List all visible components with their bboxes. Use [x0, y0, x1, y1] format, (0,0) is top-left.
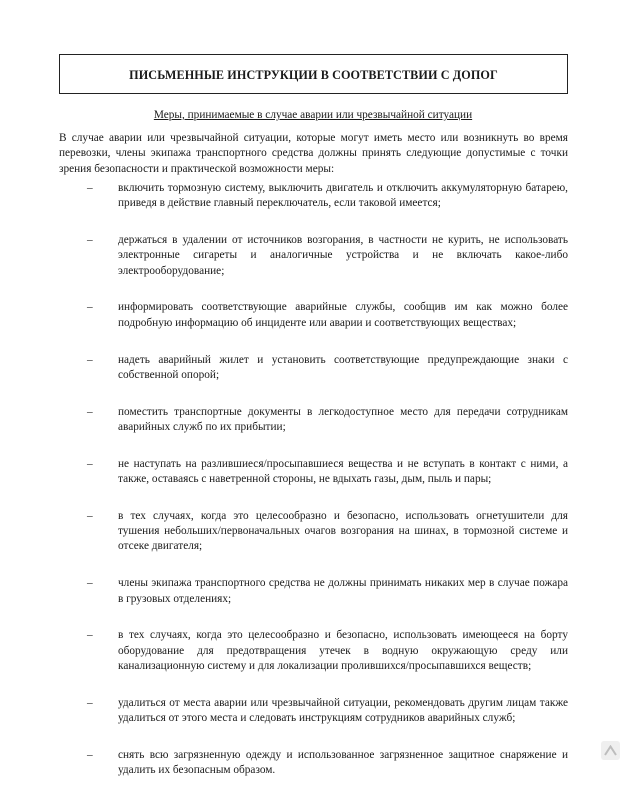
scroll-up-button[interactable] [601, 741, 620, 760]
list-item-text: надеть аварийный жилет и установить соответствующие предупреждающие знаки с собственной опорой; [118, 353, 568, 381]
list-item [0, 628, 626, 674]
list-item-text: не наступать на разлившиеся/просыпавшиеся вещества и не вступать в контакт с ними, а также, оставаясь с наветренной стороны, не вдыхать газы, дым, пыль и пары; [118, 457, 568, 486]
list-item [0, 509, 626, 555]
measures-list [0, 181, 626, 800]
dash-bullet: – [87, 182, 93, 194]
list-item [0, 696, 626, 727]
list-item [0, 300, 626, 331]
list-item [0, 353, 626, 384]
list-item-text: в тех случаях, когда это целесообразно и безопасно, использовать огнетушители для тушения небольших/первоначальных очагов возгорания на шинах, в тормозной системе и отсеке двигателя; [118, 509, 568, 553]
section-subtitle: Меры, принимаемые в случае аварии или чрезвычайной ситуации [153, 109, 473, 121]
dash-bullet: – [87, 509, 93, 522]
list-item [0, 233, 626, 279]
list-item [0, 181, 626, 212]
dash-bullet: – [87, 405, 93, 418]
dash-bullet: – [87, 301, 93, 314]
list-item [0, 405, 626, 436]
list-item [0, 576, 626, 607]
dash-bullet: – [87, 748, 93, 761]
intro-paragraph: В случае аварии или чрезвычайной ситуации, которые могут иметь место или возникнуть во время перевозки, члены экипажа транспортного средства должны принять следующие допустимые с точки зрения безопасности и практической возможности меры: [59, 132, 568, 175]
dash-bullet: – [87, 234, 93, 247]
list-item [0, 457, 626, 488]
title-box [59, 54, 568, 94]
list-item-text: держаться в удалении от источников возгорания, в частности не курить, не использовать электронные сигареты и аналогичные устройства и не включать какое-либо электрооборудование; [118, 234, 568, 277]
list-item-text: члены экипажа транспортного средства не должны принимать никаких мер в случае пожара в грузовых отделениях; [118, 577, 568, 605]
dash-bullet: – [87, 696, 93, 709]
scroll-up-icon [604, 745, 617, 756]
list-item-text: включить тормозную систему, выключить двигатель и отключить аккумуляторную батарею, приведя в действие главный переключатель, если таковой имеется; [118, 182, 568, 210]
list-item-text: в тех случаях, когда это целесообразно и безопасно, использовать имеющееся на борту оборудование для предотвращения утечек в водную окружающую среду или канализационную систему и для локализации пролившихся/просыпавшихся веществ; [118, 629, 568, 672]
list-item [0, 748, 626, 779]
list-item-text: снять всю загрязненную одежду и использованное загрязненное защитное снаряжение и удалить их безопасным образом. [118, 748, 568, 777]
document-title: ПИСЬМЕННЫЕ ИНСТРУКЦИИ В СООТВЕТСТВИИ С ДОПОГ [129, 67, 498, 82]
list-item-text: информировать соответствующие аварийные службы, сообщив им как можно более подробную информацию об инциденте или аварии и соответствующих веществах; [118, 301, 568, 329]
dash-bullet: – [87, 629, 93, 642]
list-item-text: поместить транспортные документы в легкодоступное место для передачи сотрудникам аварийных служб по их прибытии; [118, 405, 568, 433]
dash-bullet: – [87, 353, 93, 366]
dash-bullet: – [87, 457, 93, 470]
list-item-text: удалиться от места аварии или чрезвычайной ситуации, рекомендовать другим лицам также удалиться от этого места и следовать инструкциям сотрудников аварийных служб; [118, 696, 568, 725]
dash-bullet: – [87, 577, 93, 590]
